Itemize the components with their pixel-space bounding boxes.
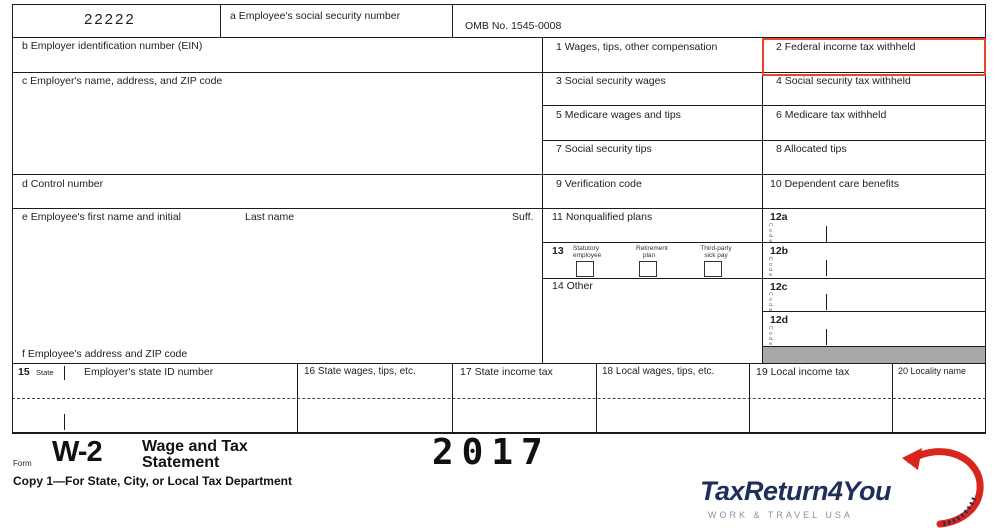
field-d-label: d Control number: [22, 178, 104, 190]
divider-state-id-bottom: [64, 414, 65, 430]
third-party-sick-pay-checkbox[interactable]: [704, 261, 722, 277]
box-12d-code-label: C o d e: [767, 326, 773, 346]
logo-tagline: WORK & TRAVEL USA: [708, 510, 853, 520]
divider-15-16: [297, 363, 298, 433]
box-12b-code-divider: [826, 260, 827, 276]
box-10-label: 10 Dependent care benefits: [770, 178, 900, 190]
field-c-label: c Employer's name, address, and ZIP code: [22, 75, 223, 87]
form-title-line1: Wage and Tax: [142, 438, 248, 455]
box-11-label: 11 Nonqualified plans: [552, 211, 653, 223]
box-1-label: 1 Wages, tips, other compensation: [556, 41, 718, 53]
box-6-label: 6 Medicare tax withheld: [776, 109, 887, 121]
box-12b-label: 12b: [770, 245, 789, 257]
form-line-7: [542, 242, 986, 243]
form-name: W-2: [52, 436, 102, 468]
box-12b-code-label: C o d e: [767, 257, 773, 277]
box-14-label: 14 Other: [552, 280, 593, 292]
divider-17-18: [596, 363, 597, 433]
retirement-plan-checkbox[interactable]: [639, 261, 657, 277]
box-12c-code-label: C o d e: [767, 292, 773, 312]
box-8-label: 8 Allocated tips: [776, 143, 847, 155]
form-left-border: [12, 4, 13, 434]
box-2-highlight: [762, 38, 986, 76]
form-line-6: [12, 208, 986, 209]
field-e-suff-label: Suff.: [512, 211, 534, 223]
divider-main: [542, 37, 543, 364]
box-16-label: 16 State wages, tips, etc.: [304, 366, 416, 377]
box-13-label: 13: [552, 245, 564, 257]
statutory-employee-checkbox[interactable]: [576, 261, 594, 277]
form-top-border: [12, 4, 986, 5]
box-5-label: 5 Medicare wages and tips: [556, 109, 681, 121]
box-12c-label: 12c: [770, 281, 788, 293]
form-line-11: [12, 363, 986, 364]
box-12c-code-divider: [826, 294, 827, 310]
field-e-last-label: Last name: [245, 211, 295, 223]
divider-state-id-top: [64, 366, 65, 380]
box-15-id-label: Employer's state ID number: [84, 366, 214, 378]
box-13-thirdparty-label: Third-party sick pay: [700, 245, 732, 259]
field-e-first-label: e Employee's first name and initial: [22, 211, 181, 223]
box-13-statutory-label: Statutory employee: [573, 245, 602, 259]
box-17-label: 17 State income tax: [460, 366, 553, 378]
box-3-label: 3 Social security wages: [556, 75, 666, 87]
box-9-label: 9 Verification code: [556, 178, 642, 190]
box-12d-code-divider: [826, 329, 827, 345]
field-a-label: a Employee's social security number: [230, 10, 401, 22]
box-13-retirement-label: Retirement plan: [636, 245, 668, 259]
form-line-5: [12, 174, 986, 175]
box-7-label: 7 Social security tips: [556, 143, 652, 155]
box-12a-code-label: C o d e: [767, 223, 773, 243]
logo-name: TaxReturn4You: [700, 476, 892, 506]
form-line-3: [542, 105, 986, 106]
form-year: 2017: [432, 432, 551, 473]
form-line-4: [542, 140, 986, 141]
divider-a-right: [452, 4, 453, 38]
box-12a-code-divider: [826, 226, 827, 242]
field-f-label: f Employee's address and ZIP code: [22, 348, 188, 360]
form-line-9: [762, 311, 986, 312]
form-title-line2: Statement: [142, 454, 220, 471]
divider-16-17: [452, 363, 453, 433]
divider-a-left: [220, 4, 221, 38]
divider-boxes: [762, 37, 763, 364]
omb-number: OMB No. 1545-0008: [465, 20, 562, 32]
box-4-label: 4 Social security tax withheld: [776, 75, 911, 87]
copy-text: Copy 1—For State, City, or Local Tax Department: [13, 474, 292, 488]
control-code: 22222: [84, 11, 136, 28]
logo-swoosh-arc: [888, 438, 998, 528]
divider-19-20: [892, 363, 893, 433]
divider-18-19: [749, 363, 750, 433]
field-b-label: b Employer identification number (EIN): [22, 40, 203, 52]
box-2-label: 2 Federal income tax withheld: [776, 41, 916, 53]
box-15-state-label: State: [36, 368, 54, 377]
box-12d-label: 12d: [770, 314, 789, 326]
box-18-label: 18 Local wages, tips, etc.: [602, 366, 715, 377]
shaded-cell: [763, 347, 985, 363]
state-row-divider: [12, 398, 986, 399]
form-line-8: [542, 278, 986, 279]
box-19-label: 19 Local income tax: [756, 366, 850, 378]
box-15-label: 15: [18, 366, 30, 378]
box-20-label: 20 Locality name: [898, 366, 967, 376]
form-word: Form: [13, 459, 32, 468]
box-12a-label: 12a: [770, 211, 788, 223]
